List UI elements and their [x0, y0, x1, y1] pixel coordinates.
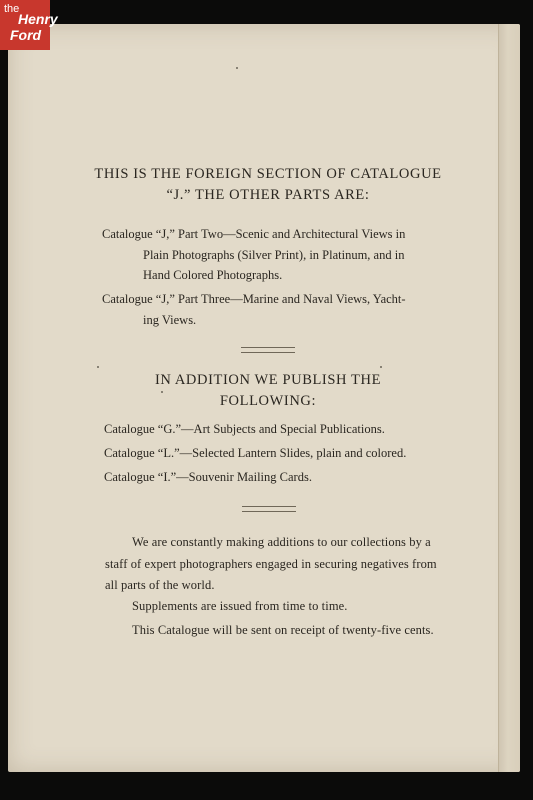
paper-speck [380, 366, 382, 368]
additional-publications-heading [68, 370, 468, 412]
paragraph-line: all parts of the world. [105, 578, 215, 592]
foreign-section-heading [68, 164, 468, 206]
catalogue-price-note: This Catalogue will be sent on receipt of twenty-five cents. [132, 623, 434, 637]
entry-line: ing Views. [143, 312, 197, 327]
heading-line: IN ADDITION WE PUBLISH THE [154, 372, 382, 388]
paper-speck [236, 67, 238, 69]
catalogue-entry-i: Catalogue “I.”—Souvenir Mailing Cards. [104, 469, 312, 484]
supplements-note: Supplements are issued from time to time. [132, 599, 348, 613]
paper-speck [97, 366, 99, 368]
entry-line: Hand Colored Photographs. [143, 268, 283, 283]
henry-ford-logo [0, 0, 58, 50]
page-fold [498, 24, 520, 772]
catalogue-entry-l: Catalogue “L.”—Selected Lantern Slides, plain and colored. [104, 445, 407, 460]
entry-line: Catalogue “J,” Part Two—Scenic and Architectural Views in [102, 227, 406, 241]
heading-line: FOLLOWING: [219, 393, 317, 410]
catalogue-page [8, 24, 520, 772]
heading-line: THIS IS THE FOREIGN SECTION OF CATALOGUE [94, 166, 442, 182]
logo-text-henry: Henry [18, 11, 58, 27]
catalogue-list [104, 418, 504, 489]
paragraph-line: staff of expert photographers engaged in securing negatives from [105, 556, 437, 571]
entry-line: Plain Photographs (Silver Print), in Platinum, and in [143, 247, 405, 262]
entry-line: Catalogue “J,” Part Three—Marine and Naval Views, Yacht- [102, 292, 406, 306]
heading-line: “J.” THE OTHER PARTS ARE: [166, 187, 370, 204]
catalogue-entry-part-three [102, 289, 502, 330]
divider-rule [242, 506, 296, 512]
logo-text-ford: Ford [10, 27, 42, 43]
logo-text-the: the [4, 3, 20, 15]
catalogue-entry-g: Catalogue “G.”—Art Subjects and Special Publications. [104, 422, 385, 436]
divider-rule [241, 347, 295, 353]
collections-paragraph [105, 532, 497, 597]
paragraph-line: We are constantly making additions to our collections by a [132, 535, 431, 549]
catalogue-entry-part-two [102, 224, 502, 286]
